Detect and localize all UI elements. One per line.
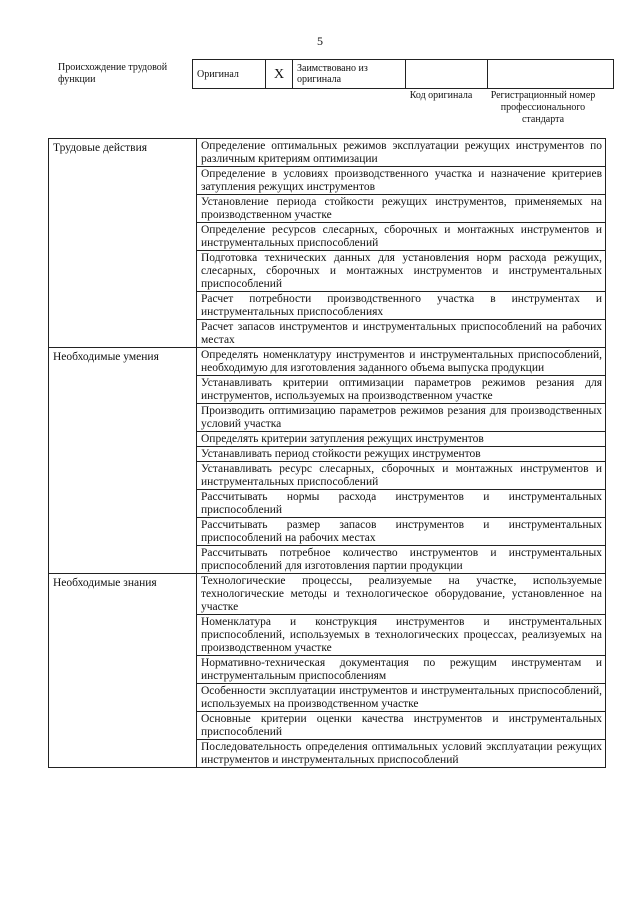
table-row [49, 348, 606, 376]
section-item: Особенности эксплуатации инструментов и инструментальных приспособлений, используемых на производственном участке [197, 684, 606, 712]
code-cell [406, 60, 488, 89]
section-item: Устанавливать критерии оптимизации параметров режимов резания для инструментов, используемых на производственном участке [197, 376, 606, 404]
section-item: Определять номенклатуру инструментов и инструментальных приспособлений, необходимую для изготовления заданного объема выпуска продукции [197, 348, 606, 376]
section-item: Подготовка технических данных для установления норм расхода режущих, слесарных, сборочных и монтажных инструментов и инструментальных приспособлений [197, 251, 606, 292]
section-item: Производить оптимизацию параметров режимов резания для производственных условий участка [197, 404, 606, 432]
original-cell: Оригинал [193, 60, 266, 89]
section-item: Технологические процессы, реализуемые на участке, используемые технологические методы и технологическое оборудование, установленное на участке [197, 574, 606, 615]
origin-table [192, 59, 614, 89]
section-item: Нормативно-техническая документация по режущим инструментам и инструментальным приспособлениям [197, 656, 606, 684]
section-title: Трудовые действия [49, 139, 197, 348]
section-item: Определение ресурсов слесарных, сборочных и монтажных инструментов и инструментальных приспособлений [197, 223, 606, 251]
section-item: Определение в условиях производственного участка и назначение критериев затупления режущих инструментов [197, 167, 606, 195]
section-item: Расчет запасов инструментов и инструментальных приспособлений на рабочих местах [197, 320, 606, 348]
origin-label: Происхождение трудовой функции [58, 62, 168, 85]
labor-function-table [48, 138, 606, 768]
section-item: Рассчитывать потребное количество инструментов и инструментальных приспособлений для изготовления партии продукции [197, 546, 606, 574]
original-mark: X [266, 60, 293, 89]
section-title: Необходимые знания [49, 574, 197, 768]
section-item: Установление периода стойкости режущих инструментов, применяемых на производственном участке [197, 195, 606, 223]
section-item: Рассчитывать нормы расхода инструментов и инструментальных приспособлений [197, 490, 606, 518]
section-item: Номенклатура и конструкция инструментов и инструментальных приспособлений, используемых в технологических процессах, реализуемых на производственном участке [197, 615, 606, 656]
section-item: Рассчитывать размер запасов инструментов и инструментальных приспособлений на рабочих местах [197, 518, 606, 546]
table-row [49, 574, 606, 615]
borrowed-cell: Заимствовано из оригинала [293, 60, 406, 89]
reg-number-caption: Регистрационный номер профессионального стандарта [490, 90, 596, 125]
code-caption: Код оригинала [409, 90, 473, 101]
table-row [49, 139, 606, 167]
reg-number-cell [488, 60, 614, 89]
page-number: 5 [317, 34, 323, 48]
section-item: Определение оптимальных режимов эксплуатации режущих инструментов по различным критериям оптимизации [197, 139, 606, 167]
section-title: Необходимые умения [49, 348, 197, 574]
section-item: Определять критерии затупления режущих инструментов [197, 432, 606, 447]
section-item: Расчет потребности производственного участка в инструментах и инструментальных приспособлениях [197, 292, 606, 320]
section-item: Устанавливать период стойкости режущих инструментов [197, 447, 606, 462]
section-item: Основные критерии оценки качества инструментов и инструментальных приспособлений [197, 712, 606, 740]
section-item: Последовательность определения оптимальных условий эксплуатации режущих инструментов и инструментальных приспособлений [197, 740, 606, 768]
section-item: Устанавливать ресурс слесарных, сборочных и монтажных инструментов и инструментальных приспособлений [197, 462, 606, 490]
